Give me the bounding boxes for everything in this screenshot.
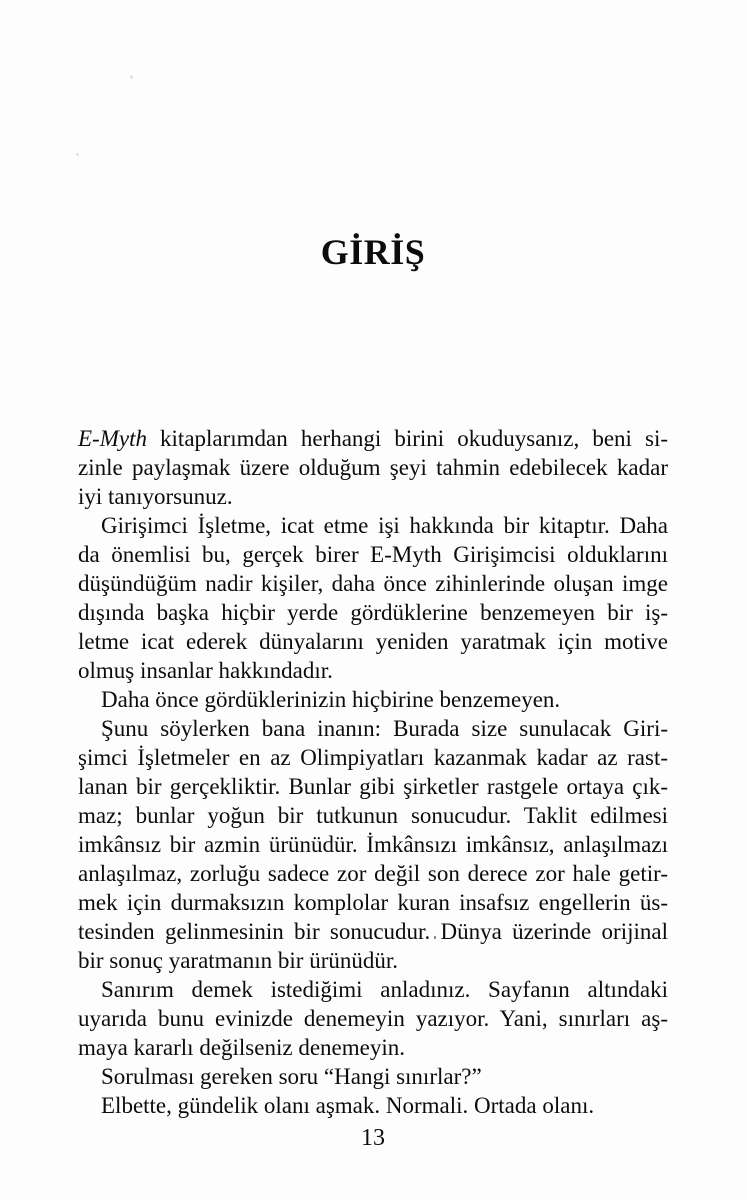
text-line [78,1091,668,1120]
text-segment: imkânsız bir azmin ürünüdür. İmkânsızı imkânsız, anlaşılmazı [78,832,668,857]
text-segment: iyi tanıyorsunuz. [78,484,233,509]
text-segment: mek için durmaksızın komplolar kuran insafsız engellerin üs- [78,890,668,915]
scan-artifact [76,153,79,156]
text-segment: kitaplarımdan herhangi birini okuduysanız, beni si- [146,426,668,451]
text-segment: maz; bunlar yoğun bir tutkunun sonucudur. Taklit edilmesi [78,803,668,828]
text-line [78,685,668,714]
text-segment: da önemlisi bu, gerçek birer E-Myth Girişimcisi olduklarını [78,542,668,567]
chapter-title: GİRİŞ [320,232,426,273]
text-line [78,598,668,627]
text-line [78,627,668,656]
scan-artifact [130,75,133,79]
text-line [78,946,668,975]
text-line [78,772,668,801]
text-line [78,801,668,830]
text-segment: zinle paylaşmak üzere olduğum şeyi tahmin edebilecek kadar [78,455,668,480]
text-line [78,1004,668,1033]
text-segment: maya kararlı değilseniz denemeyin. [78,1035,405,1060]
text-line [78,1062,668,1091]
text-line [78,975,668,1004]
text-segment: anlaşılmaz, zorluğu sadece zor değil son derece zor hale getir- [78,861,668,886]
text-segment: şimci İşletmeler en az Olimpiyatları kazanmak kadar az rast- [78,745,668,770]
text-segment: Elbette, gündelik olanı aşmak. Normali. Ortada olanı. [101,1093,595,1118]
text-segment: düşündüğüm nadir kişiler, daha önce zihinlerinde oluşan imge [78,571,668,596]
page-number: 13 [361,1125,385,1151]
text-segment: dışında başka hiçbir yerde gördüklerine benzemeyen bir iş- [78,600,668,625]
text-segment: letme icat ederek dünyalarını yeniden yaratmak için motive [78,629,668,654]
italic-text: E-Myth [78,426,147,451]
text-segment: tesinden gelinmesinin bir sonucudur. Dünya üzerinde orijinal [78,919,668,944]
text-line [78,743,668,772]
text-line [78,424,668,453]
text-segment: Sorulması gereken soru “Hangi sınırlar?” [101,1064,482,1089]
text-line [78,888,668,917]
text-line [78,482,668,511]
text-line [78,714,668,743]
text-line [78,830,668,859]
text-segment: Sanırım demek istediğimi anladınız. Sayfanın altındaki [101,977,668,1002]
text-segment: lanan bir gerçekliktir. Bunlar gibi şirketler rastgele ortaya çık- [78,774,668,799]
text-segment: olmuş insanlar hakkındadır. [78,658,333,683]
text-segment: Girişimci İşletme, icat etme işi hakkında bir kitaptır. Daha [101,513,668,538]
text-segment: uyarıda bunu evinizde denemeyin yazıyor. Yani, sınırları aş- [78,1006,668,1031]
text-line [78,917,668,946]
body-text [78,424,668,1120]
text-line [78,656,668,685]
text-line [78,569,668,598]
text-line [78,1033,668,1062]
text-line [78,859,668,888]
text-segment: Şunu söylerken bana inanın: Burada size sunulacak Giri- [101,716,668,741]
text-line [78,540,668,569]
text-segment: Daha önce gördüklerinizin hiçbirine benzemeyen. [101,687,561,712]
text-line [78,453,668,482]
text-line [78,511,668,540]
text-segment: bir sonuç yaratmanın bir ürünüdür. [78,948,399,973]
